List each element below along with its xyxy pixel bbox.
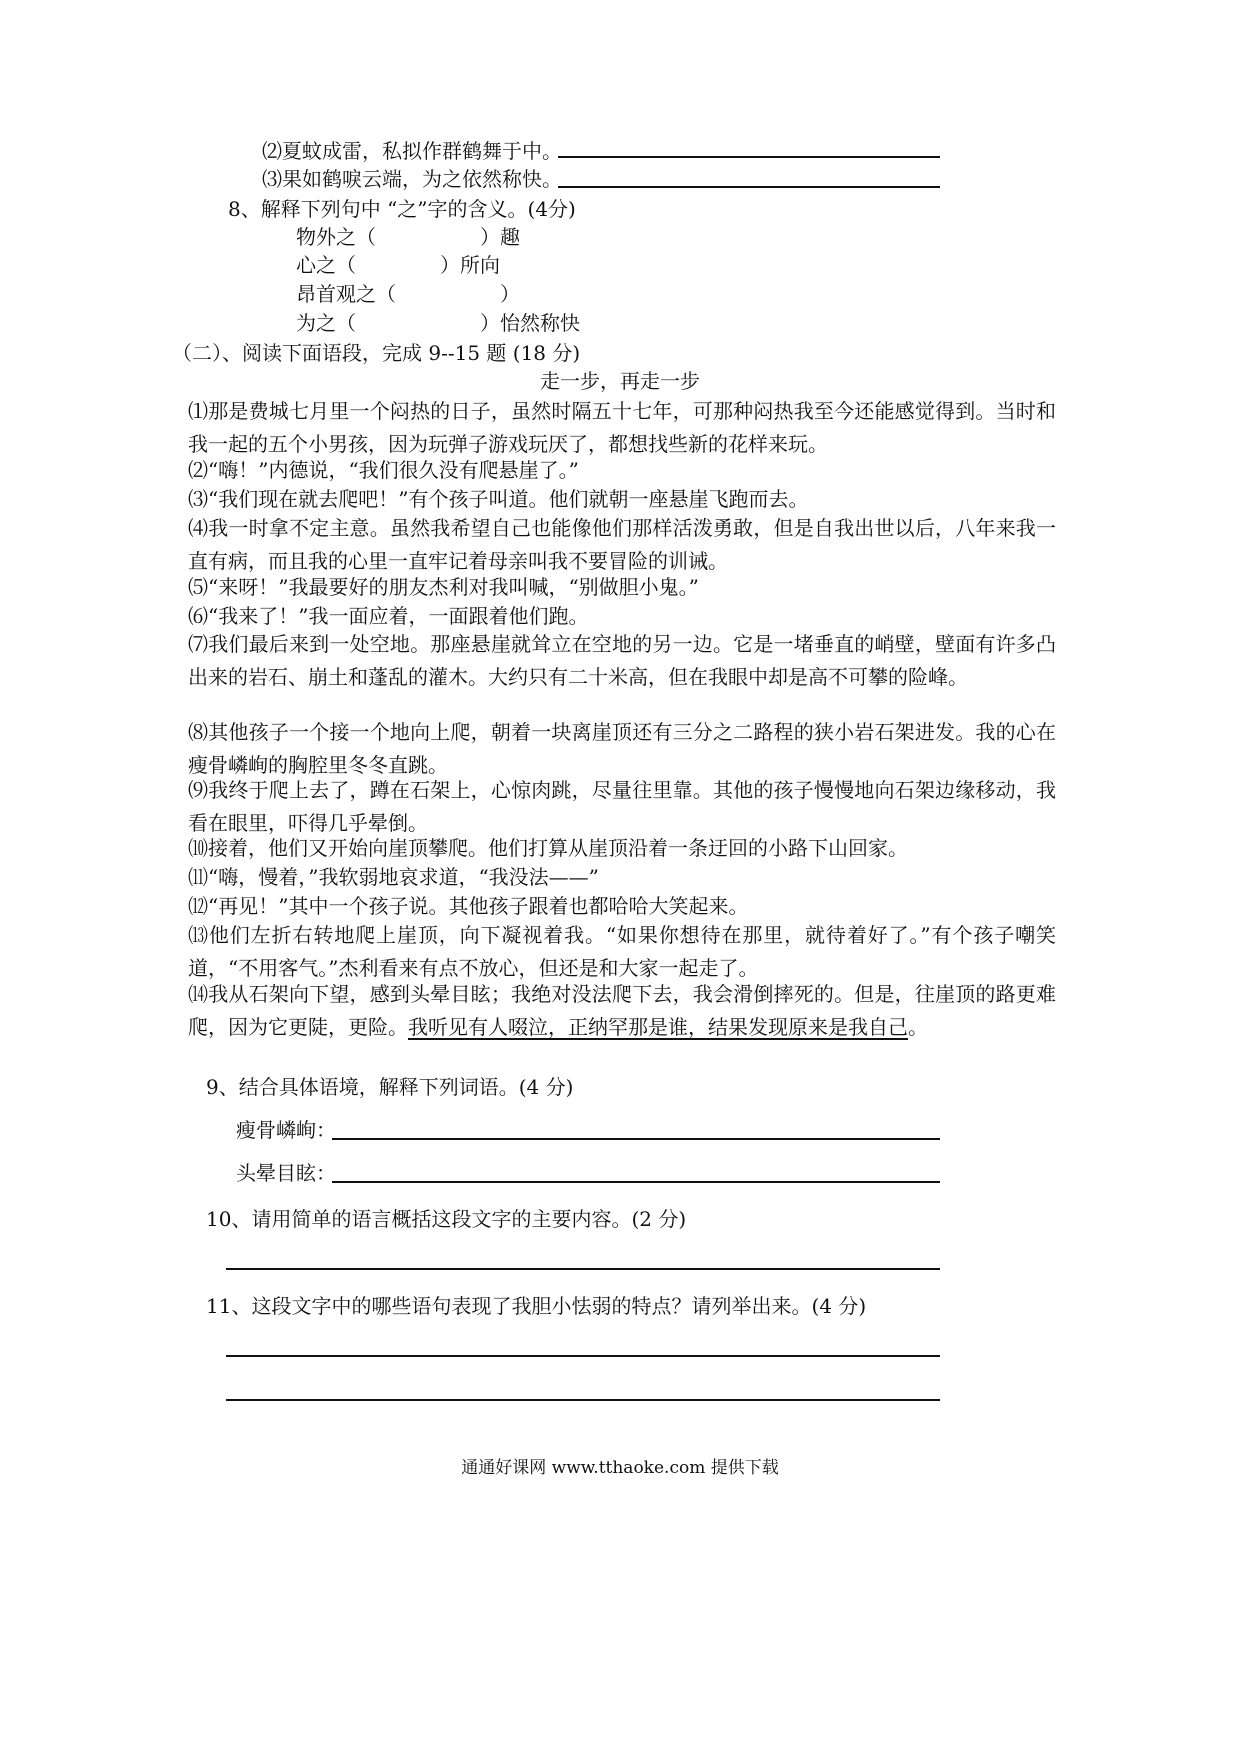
passage-paragraph: ⑻其他孩子一个接一个地向上爬，朝着一块离崖顶还有三分之二路程的狭小岩石架进发。我的心在瘦骨嶙峋的胸腔里冬冬直跳。: [188, 720, 1056, 777]
passage-paragraph: ⑽接着，他们又开始向崖顶攀爬。他们打算从崖顶沿着一条迂回的小路下山回家。: [188, 836, 908, 860]
q8-item-post: ）怡然称快: [480, 311, 580, 335]
q8-item-pre: 心之（: [296, 253, 356, 277]
p14-end: 。: [908, 1015, 928, 1039]
passage-paragraph: ⑶“我们现在就去爬吧！”有个孩子叫道。他们就朝一座悬崖飞跑而去。: [188, 487, 809, 511]
passage-paragraph: ⒀他们左折右转地爬上崖顶，向下凝视着我。“如果你想待在那里，就待着好了。”有个孩子嘲笑道，“不用客气。”杰利看来有点不放心，但还是和大家一起走了。: [188, 923, 1056, 980]
q8-item-pre: 为之（: [296, 311, 356, 335]
q7-line-2: [262, 138, 562, 164]
answer-line[interactable]: [226, 1268, 940, 1270]
passage-paragraph: ⑺我们最后来到一处空地。那座悬崖就耸立在空地的另一边。它是一堵垂直的峭壁，壁面有许多凸出来的岩石、崩土和蓬乱的灌木。大约只有二十米高，但在我眼中却是高不可攀的险峰。: [188, 632, 1056, 689]
q8-item-post: ）所向: [440, 253, 500, 277]
answer-line[interactable]: [226, 1399, 940, 1401]
q8-item-pre: 物外之（: [296, 225, 376, 249]
answer-line[interactable]: [558, 186, 940, 188]
p14-text: ⒁我从石架向下望，感到头晕目眩；我绝对没法爬下去，我会滑倒摔死的。但是，往崖顶的路更难爬，因为它更陡，更险。: [188, 982, 1056, 1039]
q8-item: [296, 310, 580, 336]
q8-title: 8、解释下列句中 “之”字的含义。(4分): [228, 197, 576, 221]
q9-title: 9、结合具体语境，解释下列词语。(4 分): [206, 1075, 574, 1099]
story-title: 走一步，再走一步: [540, 369, 700, 393]
q10-title: 10、请用简单的语言概括这段文字的主要内容。(2 分): [206, 1207, 687, 1231]
q8-item-pre: 昂首观之（: [296, 282, 396, 306]
passage-paragraph: ⑸“来呀！”我最要好的朋友杰利对我叫喊，“别做胆小鬼。”: [188, 575, 699, 599]
q9-term: 瘦骨嶙峋：: [236, 1118, 336, 1142]
answer-line[interactable]: [226, 1355, 940, 1357]
q7-line-3: [262, 166, 562, 192]
passage-paragraph: ⑵“嗨！”内德说，“我们很久没有爬悬崖了。”: [188, 458, 579, 482]
passage-paragraph: ⑹“我来了！”我一面应着，一面跟着他们跑。: [188, 604, 589, 628]
passage-paragraph: ⑾“嗨，慢着，”我软弱地哀求道，“我没法——”: [188, 865, 599, 889]
q7-line-2-text: ⑵夏蚊成雷，私拟作群鹤舞于中。: [262, 139, 562, 163]
footer-credit: 通通好课网 www.tthaoke.com 提供下载: [461, 1458, 779, 1478]
passage-paragraph: ⑿“再见！”其中一个孩子说。其他孩子跟着也都哈哈大笑起来。: [188, 894, 749, 918]
passage-paragraph: ⑼我终于爬上去了，蹲在石架上，心惊肉跳，尽量往里靠。其他的孩子慢慢地向石架边缘移动，我看在眼里，吓得几乎晕倒。: [188, 778, 1056, 835]
underlined-sentence: 我听见有人啜泣，正纳罕那是谁，结果发现原来是我自己: [408, 1015, 908, 1039]
answer-line[interactable]: [332, 1138, 940, 1140]
q9-term: 头晕目眩：: [236, 1161, 336, 1185]
q11-title: 11、这段文字中的哪些语句表现了我胆小怯弱的特点？请列举出来。(4 分): [206, 1294, 867, 1318]
passage-paragraph: ⑷我一时拿不定主意。虽然我希望自己也能像他们那样活泼勇敢，但是自我出世以后，八年来我一直有病，而且我的心里一直牢记着母亲叫我不要冒险的训诫。: [188, 516, 1056, 573]
passage-paragraph-14: [188, 978, 1056, 1044]
q8-item: [296, 252, 500, 278]
answer-line[interactable]: [558, 156, 940, 158]
passage-paragraph: ⑴那是费城七月里一个闷热的日子，虽然时隔五十七年，可那种闷热我至今还能感觉得到。当时和我一起的五个小男孩，因为玩弹子游戏玩厌了，都想找些新的花样来玩。: [188, 399, 1056, 456]
q8-item-post: ）趣: [480, 225, 520, 249]
q8-item: [296, 224, 520, 250]
q8-item-post: ）: [500, 282, 520, 306]
section-heading: （二）、阅读下面语段，完成 9--15 题 (18 分): [172, 341, 581, 365]
q7-line-3-text: ⑶果如鹤唳云端，为之依然称快。: [262, 167, 562, 191]
q8-item: [296, 281, 520, 307]
answer-line[interactable]: [332, 1181, 940, 1183]
